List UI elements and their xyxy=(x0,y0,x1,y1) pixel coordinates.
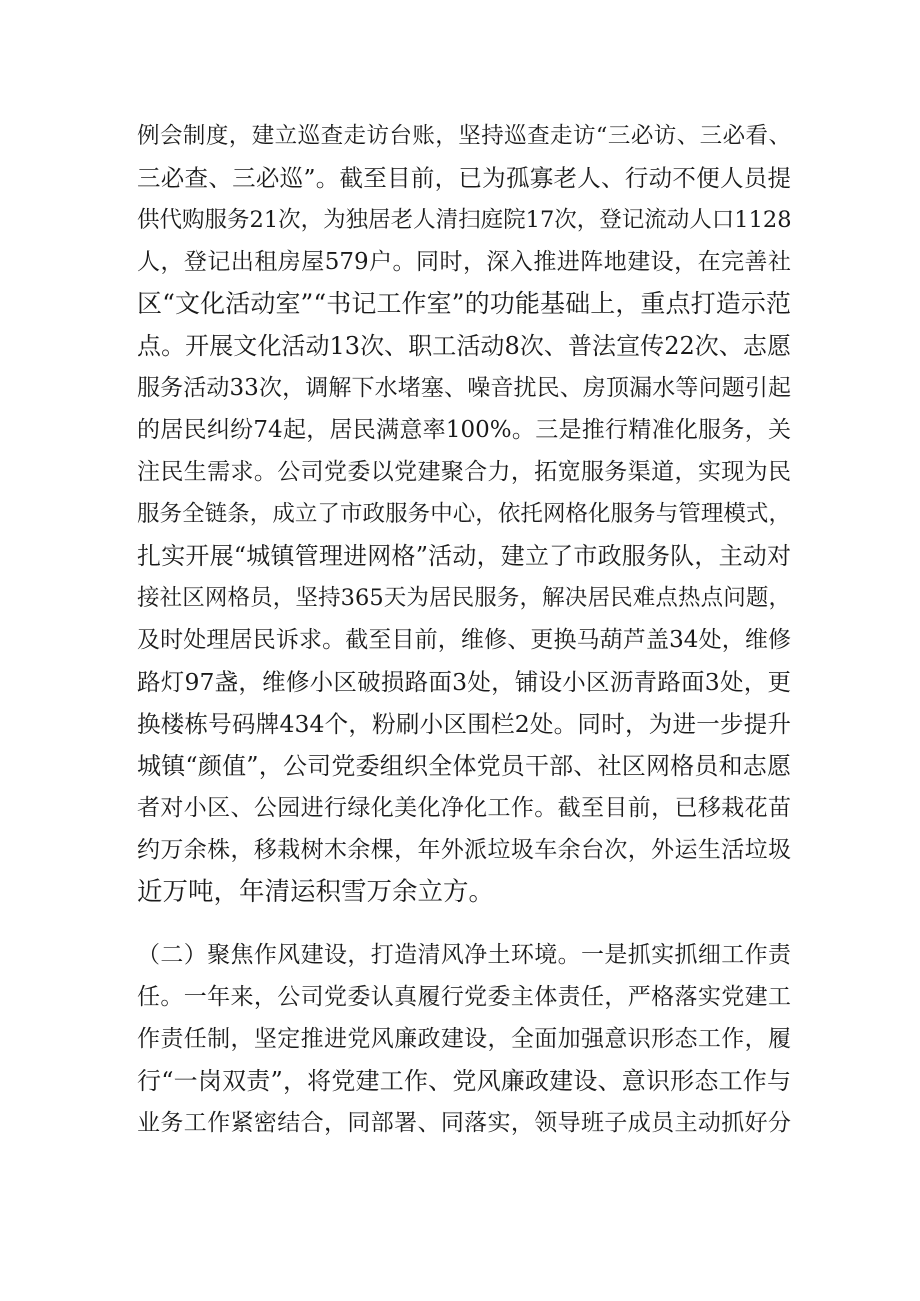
text-line: 约万余株，移栽树木余棵，年外派垃圾车余台次，外运生活垃圾 xyxy=(137,837,791,863)
text-line: 供代购服务21次，为独居老人清扫庭院17次，登记流动人口1128 xyxy=(137,207,792,233)
text-line: 人，登记出租房屋579户。同时，深入推进阵地建设，在完善社 xyxy=(137,249,791,275)
text-line: 路灯97盏，维修小区破损路面3处，铺设小区沥青路面3处，更 xyxy=(137,668,791,696)
text-line: 者对小区、公园进行绿化美化净化工作。截至目前，已移栽花苗 xyxy=(137,795,791,821)
text-line: 注民生需求。公司党委以党建聚合力，拓宽服务渠道，实现为民 xyxy=(137,459,791,485)
section-heading-line: （二）聚焦作风建设，打造清风净土环境。一是抓实抓细工作责 xyxy=(137,942,791,968)
text-line: 近万吨，年清运积雪万余立方。 xyxy=(137,877,495,907)
text-line: 三必查、三必巡”。截至目前，已为孤寡老人、行动不便人员提 xyxy=(137,164,791,192)
text-line: 及时处理居民诉求。截至目前，维修、更换马葫芦盖34处，维修 xyxy=(137,627,791,653)
text-line: 作责任制，坚定推进党风廉政建设，全面加强意识形态工作，履 xyxy=(137,1026,791,1052)
text-line: 点。开展文化活动13次、职工活动8次、普法宣传22次、志愿 xyxy=(137,332,791,360)
text-line: 城镇“颜值”，公司党委组织全体党员干部、社区网格员和志愿 xyxy=(137,752,791,780)
text-line: 业务工作紧密结合，同部署、同落实，领导班子成员主动抓好分 xyxy=(137,1110,791,1136)
text-line: 接社区网格员，坚持365天为居民服务，解决居民难点热点问题， xyxy=(137,585,791,611)
text-line: 区“文化活动室”“书记工作室”的功能基础上，重点打造示范 xyxy=(137,289,791,318)
text-line: 行“一岗双责”，将党建工作、党风廉政建设、意识形态工作与 xyxy=(137,1067,791,1095)
text-line: 扎实开展“城镇管理进网格”活动，建立了市政服务队，主动对 xyxy=(137,542,791,570)
text-line: 例会制度，建立巡查走访台账，坚持巡查走访“三必访、三必看、 xyxy=(137,123,791,149)
text-line: 服务活动33次，调解下水堵塞、噪音扰民、房顶漏水等问题引起 xyxy=(137,375,791,401)
text-line: 任。一年来，公司党委认真履行党委主体责任，严格落实党建工 xyxy=(137,984,791,1010)
text-line: 的居民纠纷74起，居民满意率100%。三是推行精准化服务，关 xyxy=(137,417,791,443)
text-line: 服务全链条，成立了市政服务中心，依托网格化服务与管理模式， xyxy=(137,501,791,527)
text-line: 换楼栋号码牌434个，粉刷小区围栏2处。同时，为进一步提升 xyxy=(137,710,791,738)
